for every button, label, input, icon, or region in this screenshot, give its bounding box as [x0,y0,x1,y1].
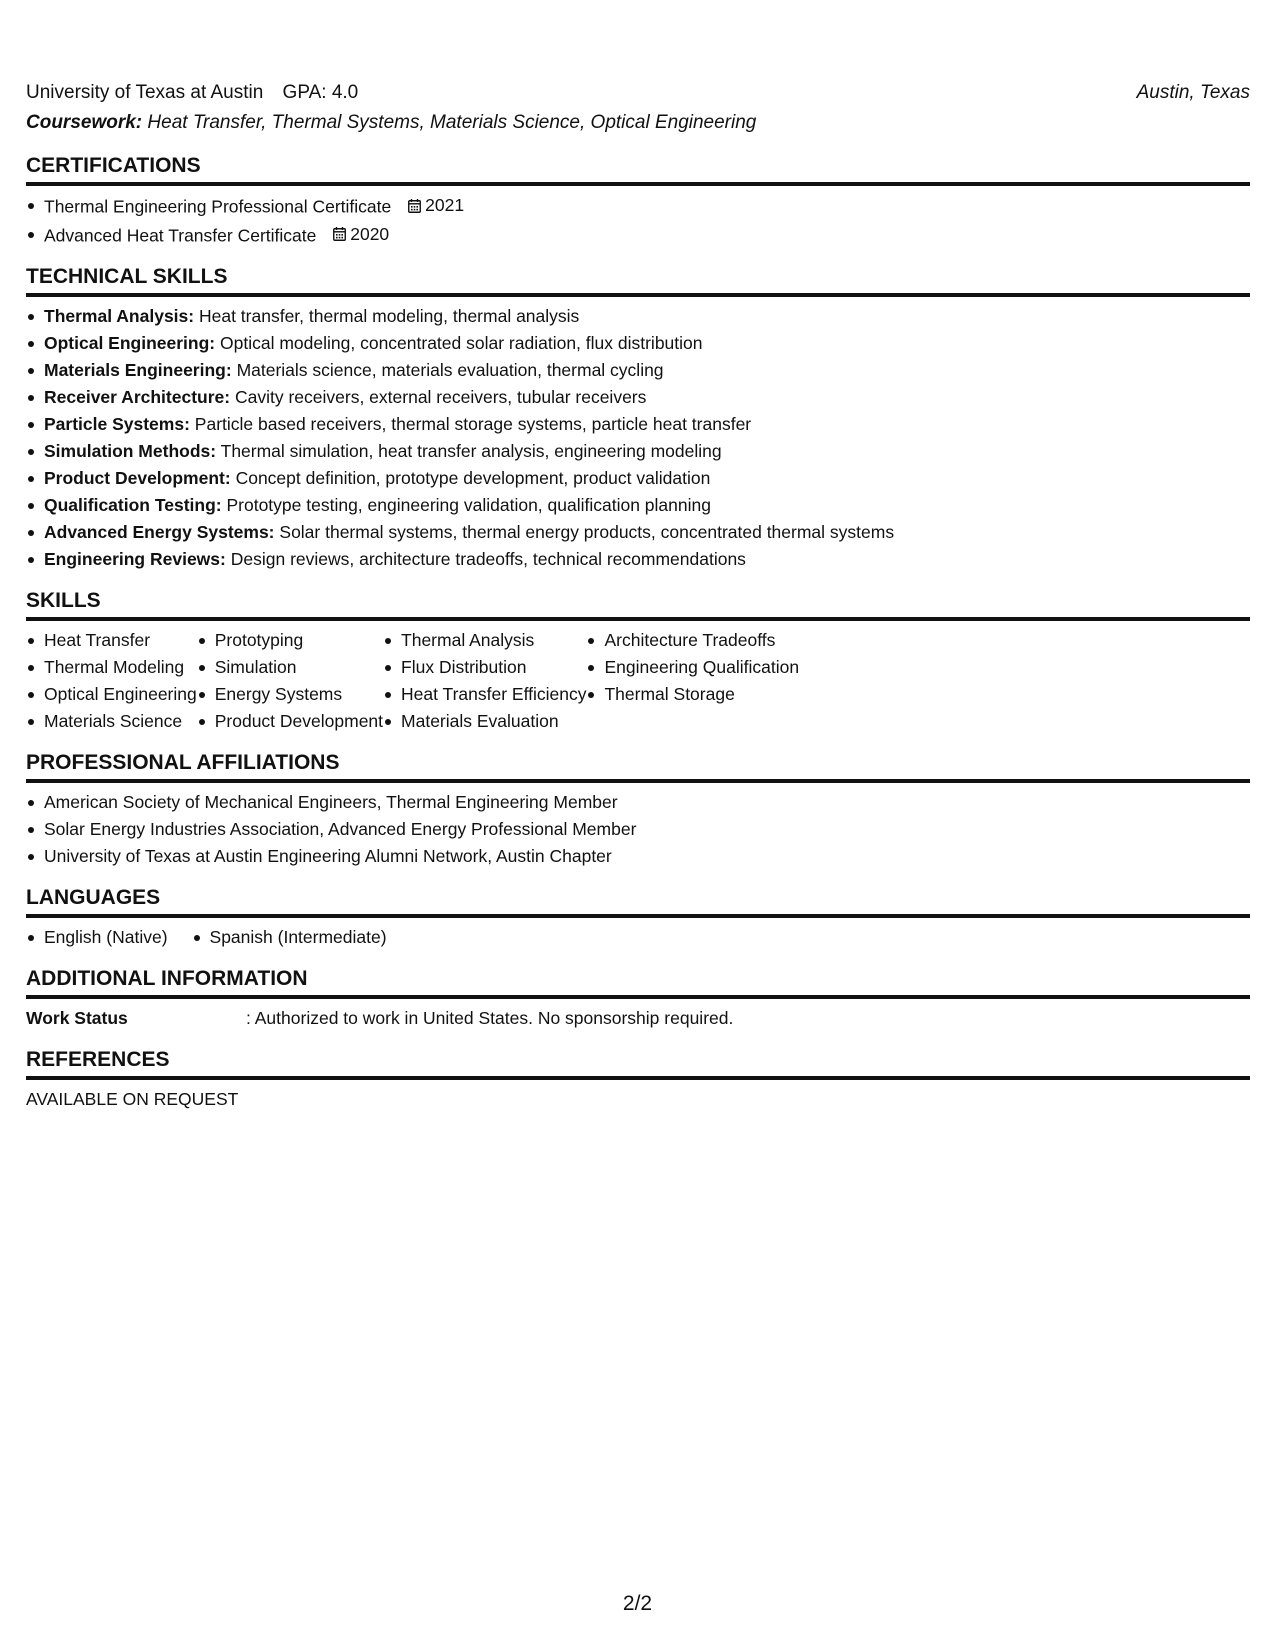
school-name: University of Texas at Austin [26,82,264,103]
gpa: GPA: 4.0 [282,82,359,103]
technical-skills-list [26,303,1250,573]
certifications-list [26,192,1250,249]
list-item: Solar Energy Industries Association, Advanced Energy Professional Member [26,816,1250,843]
list-item: Materials Science [26,708,197,735]
skill-category-label: Qualification Testing: [44,495,222,515]
page-number: 2/2 [622,1592,653,1615]
languages-list [26,924,1250,951]
list-item [26,411,1250,438]
skill-category-text: Prototype testing, engineering validation, qualification planning [226,495,711,515]
additional-information-section [26,965,1250,1032]
skill-category-label: Advanced Energy Systems: [44,522,275,542]
skill-category-label: Engineering Reviews: [44,549,226,569]
work-status-row [26,1005,1250,1032]
list-item: Energy Systems [197,681,383,708]
list-item: Spanish (Intermediate) [192,924,387,951]
skill-category-text: Solar thermal systems, thermal energy products, concentrated thermal systems [279,522,895,542]
certifications-section [26,152,1250,249]
list-item: Product Development [197,708,383,735]
section-title-technical-skills: TECHNICAL SKILLS [26,263,1250,297]
school-location: Austin, Texas [1136,82,1250,103]
skill-category-text: Cavity receivers, external receivers, tubular receivers [234,387,647,407]
list-item: Materials Evaluation [383,708,586,735]
skill-category-text: Heat transfer, thermal modeling, thermal analysis [198,306,580,326]
skills-section [26,587,1250,735]
list-item [26,192,1250,221]
languages-section [26,884,1250,951]
list-item [26,546,1250,573]
skills-grid [26,627,1250,735]
affiliations-list [26,789,1250,870]
technical-skills-section [26,263,1250,573]
skill-category-text: Thermal simulation, heat transfer analysis, engineering modeling [220,441,722,461]
list-item: Heat Transfer [26,627,197,654]
work-status-label: Work Status [26,1008,128,1028]
list-item: English (Native) [26,924,168,951]
list-item: Thermal Modeling [26,654,197,681]
certification-year-text: 2021 [425,195,465,215]
section-title-languages: LANGUAGES [26,884,1250,918]
list-item [26,357,1250,384]
skill-category-text: Materials science, materials evaluation, thermal cycling [236,360,664,380]
certification-name: Thermal Engineering Professional Certificate [44,196,392,217]
references-section [26,1046,1250,1113]
section-title-affiliations: PROFESSIONAL AFFILIATIONS [26,749,1250,783]
skill-category-label: Materials Engineering: [44,360,232,380]
skills-column [26,627,197,735]
skill-category-label: Particle Systems: [44,414,190,434]
certification-name: Advanced Heat Transfer Certificate [44,225,317,245]
references-text: AVAILABLE ON REQUEST [26,1089,239,1109]
skill-category-text: Particle based receivers, thermal storage systems, particle heat transfer [194,414,752,434]
coursework-text: Heat Transfer, Thermal Systems, Materials Science, Optical Engineering [147,112,757,133]
list-item: Flux Distribution [383,654,586,681]
skill-category-text: Optical modeling, concentrated solar radiation, flux distribution [220,333,703,353]
list-item: Heat Transfer Efficiency [383,681,586,708]
certification-year [408,192,464,219]
coursework-label: Coursework: [26,112,143,133]
affiliations-section [26,749,1250,870]
list-item [26,384,1250,411]
list-item [26,492,1250,519]
list-item: Simulation [197,654,383,681]
list-item: Engineering Qualification [586,654,799,681]
education-block [26,78,1250,138]
skill-category-label: Optical Engineering: [44,333,216,353]
calendar-icon [408,199,421,213]
list-item [26,303,1250,330]
section-title-additional-information: ADDITIONAL INFORMATION [26,965,1250,999]
list-item [26,330,1250,357]
skills-column [383,627,586,735]
list-item [26,465,1250,492]
skill-category-label: Product Development: [44,468,231,488]
section-title-skills: SKILLS [26,587,1250,621]
section-title-references: REFERENCES [26,1046,1250,1080]
list-item [26,438,1250,465]
education-header-row [26,78,1250,108]
list-item [26,519,1250,546]
list-item: American Society of Mechanical Engineers, Thermal Engineering Member [26,789,1250,816]
skill-category-text: Concept definition, prototype development, product validation [235,468,711,488]
list-item [26,221,1250,250]
list-item: Thermal Analysis [383,627,586,654]
skill-category-label: Simulation Methods: [44,441,217,461]
calendar-icon [333,227,346,241]
section-title-certifications: CERTIFICATIONS [26,152,1250,186]
list-item: Thermal Storage [586,681,799,708]
list-item: Architecture Tradeoffs [586,627,799,654]
certification-year [333,221,389,248]
list-item: Optical Engineering [26,681,197,708]
skills-column [586,627,799,735]
coursework-line [26,108,1250,138]
skill-category-label: Receiver Architecture: [44,387,231,407]
skill-category-text: Design reviews, architecture tradeoffs, technical recommendations [230,549,746,569]
list-item: University of Texas at Austin Engineering Alumni Network, Austin Chapter [26,843,1250,870]
skill-category-label: Thermal Analysis: [44,306,195,326]
work-status-value: : Authorized to work in United States. No sponsorship required. [246,1008,734,1028]
education-left [26,78,372,108]
list-item: Prototyping [197,627,383,654]
resume-page [26,78,1250,1113]
certification-year-text: 2020 [350,223,390,244]
skills-column [197,627,383,735]
